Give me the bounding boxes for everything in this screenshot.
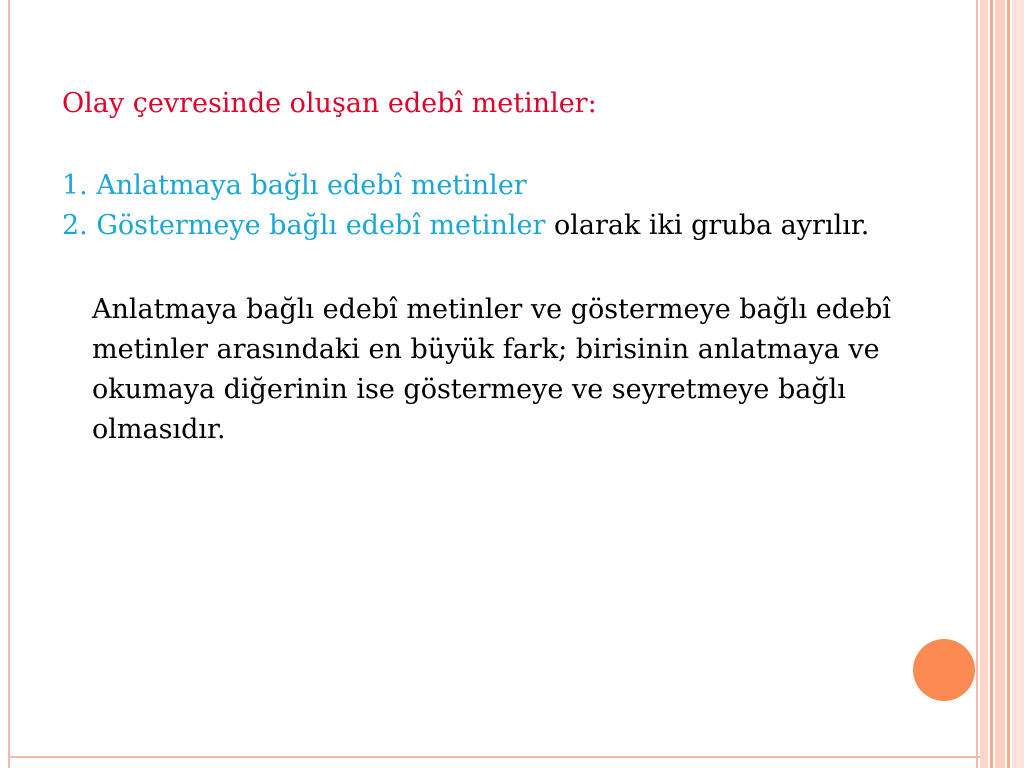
list-highlight: Göstermeye bağlı edebî metinler <box>96 210 546 241</box>
list-highlight: Anlatmaya bağlı edebî metinler <box>96 170 527 201</box>
list-number: 2. <box>62 210 88 241</box>
left-border-line <box>8 0 10 768</box>
list-number: 1. <box>62 170 88 201</box>
decor-stripe <box>990 0 993 768</box>
list-item <box>62 166 942 206</box>
slide-body <box>62 84 942 450</box>
decor-stripe <box>1012 0 1024 768</box>
slide-heading: Olay çevresinde oluşan edebî metinler: <box>62 88 597 119</box>
decor-stripe <box>995 0 1005 768</box>
orange-circle-decoration <box>913 639 975 701</box>
list-tail: olarak iki gruba ayrılır. <box>545 210 870 241</box>
bottom-border-line <box>8 756 988 758</box>
decor-stripe <box>1007 0 1010 768</box>
right-border-line <box>976 0 978 768</box>
decor-stripe <box>980 0 988 768</box>
body-paragraph: Anlatmaya bağlı edebî metinler ve göstermeye bağlı edebî metinler arasındaki en büyük fark; birisinin anlatmaya ve okumaya diğerinin ise göstermeye ve seyretmeye bağlı olmasıdır. <box>92 294 891 445</box>
list-item <box>62 206 942 246</box>
